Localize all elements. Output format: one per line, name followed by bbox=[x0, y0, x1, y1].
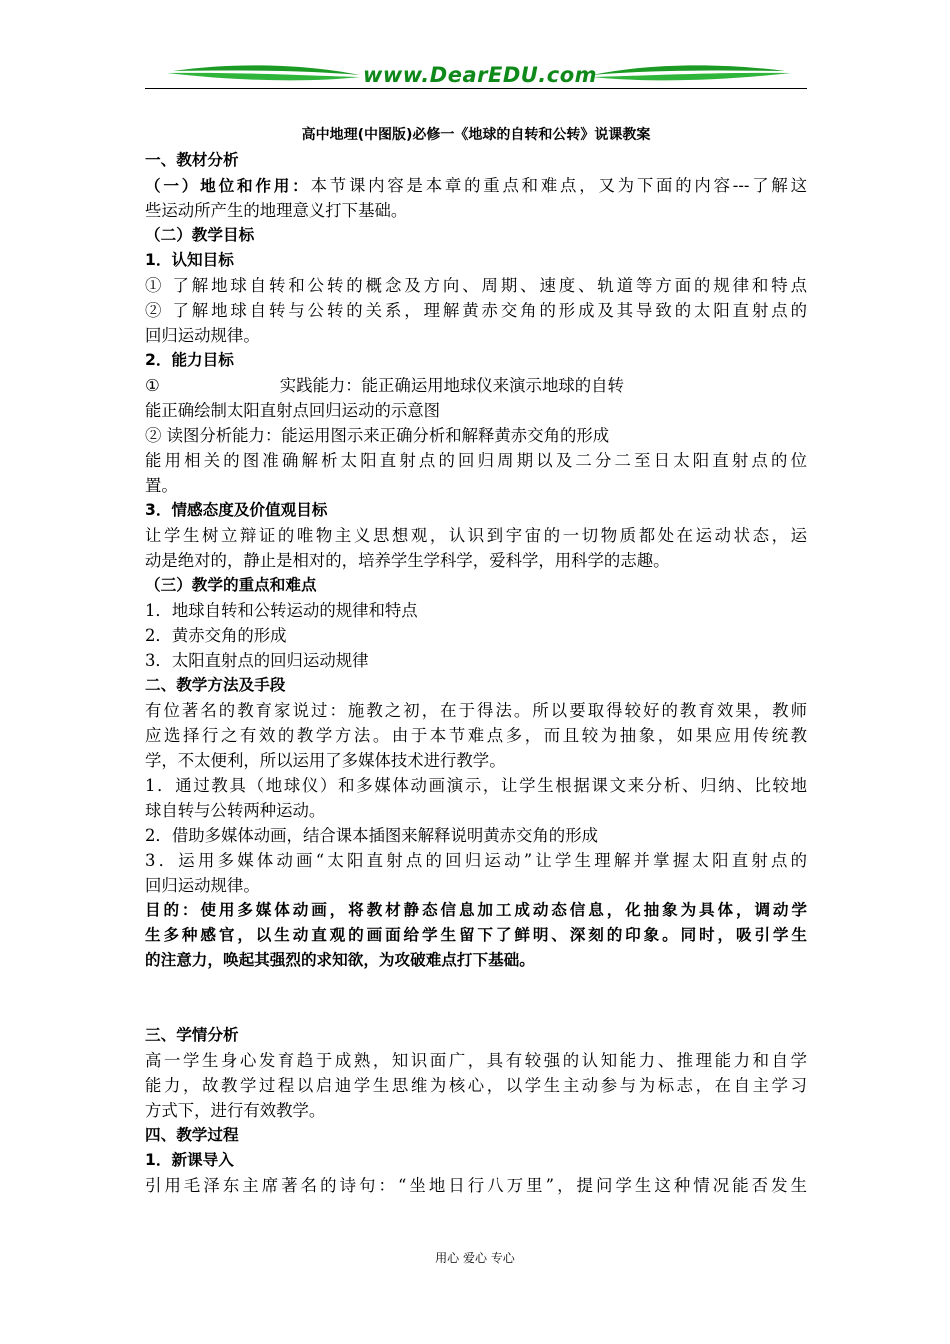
text-line bbox=[145, 748, 807, 773]
text-line bbox=[145, 523, 807, 548]
document-title: 高中地理(中图版)必修一《地球的自转和公转》说课教案 bbox=[301, 127, 651, 143]
line-text: 球自转与公转两种运动。 bbox=[145, 801, 326, 820]
line-text: ② 了解地球自转与公转的关系，理解黄赤交角的形成及其导致的太阳直射点的 bbox=[145, 301, 807, 320]
line-text: 3．太阳直射点的回归运动规律 bbox=[145, 651, 369, 670]
text-line bbox=[145, 648, 807, 673]
line-text: 生多种感官，以生动直观的画面给学生留下了鲜明、深刻的印象。同时，吸引学生 bbox=[145, 926, 807, 944]
text-line bbox=[145, 473, 807, 498]
section-heading bbox=[145, 673, 807, 698]
text-line bbox=[145, 723, 807, 748]
line-text: 1．新课导入 bbox=[145, 1151, 234, 1169]
line-text: 二、教学方法及手段 bbox=[145, 676, 286, 694]
line-text: 1．地球自转和公转运动的规律和特点 bbox=[145, 601, 418, 620]
line-text: 一、教材分析 bbox=[145, 151, 239, 169]
line-text: 3．运用多媒体动画“太阳直射点的回归运动”让学生理解并掌握太阳直射点的 bbox=[145, 851, 807, 870]
section-heading bbox=[145, 1123, 807, 1148]
section-heading bbox=[145, 148, 807, 173]
text-line bbox=[145, 1073, 807, 1098]
line-text: 的注意力，唤起其强烈的求知欲，为攻破难点打下基础。 bbox=[145, 951, 535, 969]
line-text: （三）教学的重点和难点 bbox=[145, 576, 317, 594]
line-text: 能用相关的图准确解析太阳直射点的回归周期以及二分二至日太阳直射点的位 bbox=[145, 451, 807, 470]
line-text: 学，不太便利，所以运用了多媒体技术进行教学。 bbox=[145, 751, 506, 770]
line-text: 目的：使用多媒体动画，将教材静态信息加工成动态信息，化抽象为具体，调动学 bbox=[145, 901, 807, 919]
line-text: 2．黄赤交角的形成 bbox=[145, 626, 287, 645]
text-line bbox=[145, 173, 807, 198]
line-text: 1．通过教具（地球仪）和多媒体动画演示，让学生根据课文来分析、归纳、比较地 bbox=[145, 776, 807, 795]
line-text: （二）教学目标 bbox=[145, 226, 255, 244]
line-text: 让学生树立辩证的唯物主义思想观，认识到宇宙的一切物质都处在运动状态，运 bbox=[145, 526, 807, 545]
line-text: ① 了解地球自转和公转的概念及方向、周期、速度、轨道等方面的规律和特点 bbox=[145, 276, 807, 295]
line-text: 3．情感态度及价值观目标 bbox=[145, 501, 328, 519]
line-text: 1．认知目标 bbox=[145, 251, 234, 269]
text-line bbox=[145, 798, 807, 823]
section-heading bbox=[145, 1148, 807, 1173]
page-footer: 用心 爱心 专心 bbox=[435, 1251, 515, 1265]
line-text: 能力，故教学过程以启迪学生思维为核心，以学生主动参与为标志，在自主学习 bbox=[145, 1076, 807, 1095]
header-divider bbox=[145, 88, 807, 89]
text-line bbox=[145, 398, 807, 423]
section-heading bbox=[145, 1023, 807, 1048]
line-text: 2．能力目标 bbox=[145, 351, 234, 369]
text-line bbox=[145, 1173, 807, 1198]
line-text: 有位著名的教育家说过：施教之初，在于得法。所以要取得较好的教育效果，教师 bbox=[145, 701, 807, 720]
text-line bbox=[145, 923, 807, 948]
text-line bbox=[145, 873, 807, 898]
line-text: 2．借助多媒体动画，结合课本插图来解释说明黄赤交角的形成 bbox=[145, 826, 598, 845]
text-line bbox=[145, 1098, 807, 1123]
text-line bbox=[145, 623, 807, 648]
text-line bbox=[145, 848, 807, 873]
line-text: 四、教学过程 bbox=[145, 1126, 239, 1144]
line-text: ② 读图分析能力：能运用图示来正确分析和解释黄赤交角的形成 bbox=[145, 426, 610, 445]
text-line bbox=[145, 1048, 807, 1073]
section-heading bbox=[145, 248, 807, 273]
text-line bbox=[145, 323, 807, 348]
line-text: 高一学生身心发育趋于成熟，知识面广，具有较强的认知能力、推理能力和自学 bbox=[145, 1051, 807, 1070]
text-line bbox=[145, 698, 807, 723]
text-line bbox=[145, 298, 807, 323]
line-text: 能正确绘制太阳直射点回归运动的示意图 bbox=[145, 401, 441, 420]
text-line bbox=[145, 448, 807, 473]
blank-gap bbox=[145, 973, 807, 1023]
line-text: 回归运动规律。 bbox=[145, 326, 260, 345]
text-line bbox=[145, 273, 807, 298]
list-marker: ① bbox=[145, 376, 160, 395]
line-text: 引用毛泽东主席著名的诗句：“坐地日行八万里”，提问学生这种情况能否发生 bbox=[145, 1176, 807, 1195]
text-line bbox=[145, 198, 807, 223]
line-label: （一）地位和作用： bbox=[145, 177, 311, 195]
text-line bbox=[145, 898, 807, 923]
text-line bbox=[145, 373, 807, 398]
logo-text: www.DearEDU.com bbox=[362, 63, 598, 87]
site-header bbox=[145, 60, 807, 92]
text-line bbox=[145, 773, 807, 798]
text-line bbox=[145, 548, 807, 573]
line-text: 实践能力：能正确运用地球仪来演示地球的自转 bbox=[279, 376, 624, 395]
line-text: 方式下，进行有效教学。 bbox=[145, 1101, 326, 1120]
text-line bbox=[145, 948, 807, 973]
line-text: 回归运动规律。 bbox=[145, 876, 260, 895]
line-text: 应选择行之有效的教学方法。由于本节难点多，而且较为抽象，如果应用传统教 bbox=[145, 726, 807, 745]
line-text: 动是绝对的，静止是相对的，培养学生学科学，爱科学，用科学的志趣。 bbox=[145, 551, 670, 570]
line-text: 些运动所产生的地理意义打下基础。 bbox=[145, 201, 408, 220]
line-text: 本节课内容是本章的重点和难点，又为下面的内容---了解这 bbox=[310, 176, 807, 195]
section-heading bbox=[145, 223, 807, 248]
line-text: 三、学情分析 bbox=[145, 1026, 239, 1044]
document-body bbox=[145, 148, 807, 1198]
text-line bbox=[145, 823, 807, 848]
text-line bbox=[145, 598, 807, 623]
section-heading bbox=[145, 573, 807, 598]
section-heading bbox=[145, 498, 807, 523]
text-line bbox=[145, 423, 807, 448]
line-text: 置。 bbox=[145, 476, 178, 495]
section-heading bbox=[145, 348, 807, 373]
